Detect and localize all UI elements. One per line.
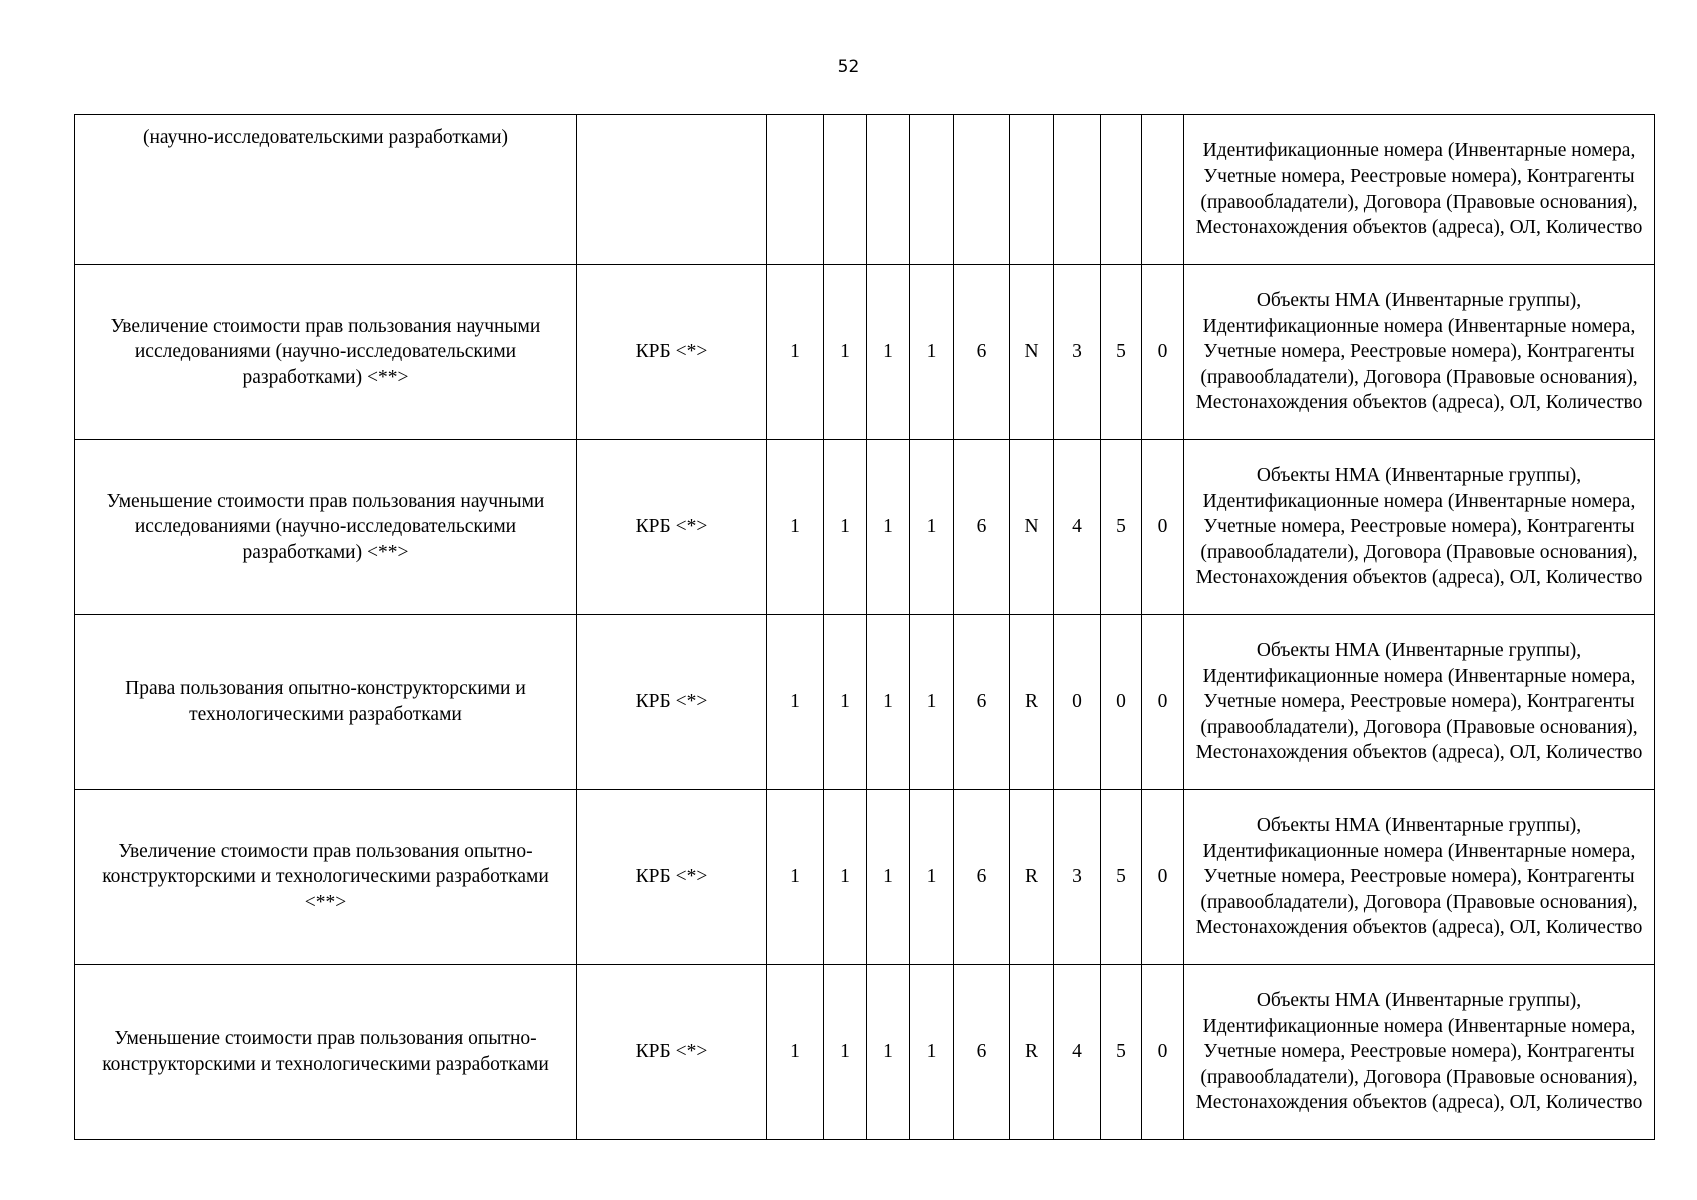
code-digit-3: 1: [867, 265, 910, 440]
account-description: Права пользования опытно-конструкторскими и технологическими разработками: [75, 615, 577, 790]
code-digit-7: [1054, 115, 1101, 265]
accounting-basis: КРБ <*>: [577, 790, 767, 965]
accounting-basis: КРБ <*>: [577, 440, 767, 615]
code-digit-3: [867, 115, 910, 265]
account-description: Увеличение стоимости прав пользования опытно-конструкторскими и технологическими разработками <**>: [75, 790, 577, 965]
code-digit-5: [954, 115, 1010, 265]
code-digit-8: 5: [1101, 965, 1142, 1140]
accounts-table: [74, 114, 1655, 1140]
table-body: [75, 115, 1655, 1140]
code-digit-6: R: [1010, 790, 1054, 965]
code-digit-6: R: [1010, 965, 1054, 1140]
code-digit-3: 1: [867, 615, 910, 790]
code-digit-2: 1: [824, 615, 867, 790]
code-digit-1: 1: [767, 265, 824, 440]
code-digit-7: 3: [1054, 265, 1101, 440]
table-row: [75, 965, 1655, 1140]
code-digit-1: 1: [767, 965, 824, 1140]
code-digit-8: 5: [1101, 265, 1142, 440]
code-digit-8: [1101, 115, 1142, 265]
analytics-attributes: Объекты НМА (Инвентарные группы), Идентификационные номера (Инвентарные номера, Учетные номера, Реестровые номера), Контрагенты (правообладатели), Договора (Правовые основания), Местонахождения объектов (адреса), ОЛ, Количество: [1184, 265, 1655, 440]
code-digit-6: N: [1010, 440, 1054, 615]
table-row: [75, 440, 1655, 615]
code-digit-6: N: [1010, 265, 1054, 440]
code-digit-5: 6: [954, 790, 1010, 965]
code-digit-5: 6: [954, 265, 1010, 440]
account-description: (научно-исследовательскими разработками): [75, 115, 577, 265]
code-digit-4: 1: [910, 615, 954, 790]
code-digit-4: 1: [910, 440, 954, 615]
code-digit-8: 0: [1101, 615, 1142, 790]
account-description: Увеличение стоимости прав пользования научными исследованиями (научно-исследовательскими разработками) <**>: [75, 265, 577, 440]
analytics-attributes: Объекты НМА (Инвентарные группы), Идентификационные номера (Инвентарные номера, Учетные номера, Реестровые номера), Контрагенты (правообладатели), Договора (Правовые основания), Местонахождения объектов (адреса), ОЛ, Количество: [1184, 440, 1655, 615]
code-digit-5: 6: [954, 440, 1010, 615]
analytics-attributes: Объекты НМА (Инвентарные группы), Идентификационные номера (Инвентарные номера, Учетные номера, Реестровые номера), Контрагенты (правообладатели), Договора (Правовые основания), Местонахождения объектов (адреса), ОЛ, Количество: [1184, 790, 1655, 965]
code-digit-2: 1: [824, 790, 867, 965]
code-digit-1: 1: [767, 790, 824, 965]
code-digit-5: 6: [954, 615, 1010, 790]
code-digit-4: [910, 115, 954, 265]
code-digit-9: 0: [1142, 615, 1184, 790]
code-digit-2: [824, 115, 867, 265]
code-digit-8: 5: [1101, 440, 1142, 615]
accounting-basis: [577, 115, 767, 265]
code-digit-9: 0: [1142, 440, 1184, 615]
code-digit-2: 1: [824, 265, 867, 440]
table-row: [75, 790, 1655, 965]
code-digit-9: [1142, 115, 1184, 265]
table-row: [75, 115, 1655, 265]
code-digit-4: 1: [910, 265, 954, 440]
code-digit-3: 1: [867, 965, 910, 1140]
account-description: Уменьшение стоимости прав пользования научными исследованиями (научно-исследовательскими разработками) <**>: [75, 440, 577, 615]
analytics-attributes: Объекты НМА (Инвентарные группы), Идентификационные номера (Инвентарные номера, Учетные номера, Реестровые номера), Контрагенты (правообладатели), Договора (Правовые основания), Местонахождения объектов (адреса), ОЛ, Количество: [1184, 615, 1655, 790]
code-digit-1: [767, 115, 824, 265]
code-digit-9: 0: [1142, 965, 1184, 1140]
code-digit-1: 1: [767, 615, 824, 790]
code-digit-7: 3: [1054, 790, 1101, 965]
code-digit-2: 1: [824, 965, 867, 1140]
analytics-attributes: Объекты НМА (Инвентарные группы), Идентификационные номера (Инвентарные номера, Учетные номера, Реестровые номера), Контрагенты (правообладатели), Договора (Правовые основания), Местонахождения объектов (адреса), ОЛ, Количество: [1184, 965, 1655, 1140]
account-description: Уменьшение стоимости прав пользования опытно-конструкторскими и технологическими разработками: [75, 965, 577, 1140]
page-number: 52: [837, 57, 860, 77]
code-digit-7: 0: [1054, 615, 1101, 790]
table-row: [75, 265, 1655, 440]
accounting-basis: КРБ <*>: [577, 965, 767, 1140]
analytics-attributes: Идентификационные номера (Инвентарные номера, Учетные номера, Реестровые номера), Контрагенты (правообладатели), Договора (Правовые основания), Местонахождения объектов (адреса), ОЛ, Количество: [1184, 115, 1655, 265]
code-digit-4: 1: [910, 965, 954, 1140]
code-digit-4: 1: [910, 790, 954, 965]
accounting-basis: КРБ <*>: [577, 615, 767, 790]
code-digit-6: [1010, 115, 1054, 265]
code-digit-7: 4: [1054, 965, 1101, 1140]
code-digit-9: 0: [1142, 265, 1184, 440]
code-digit-1: 1: [767, 440, 824, 615]
code-digit-9: 0: [1142, 790, 1184, 965]
code-digit-3: 1: [867, 440, 910, 615]
code-digit-8: 5: [1101, 790, 1142, 965]
code-digit-2: 1: [824, 440, 867, 615]
accounting-basis: КРБ <*>: [577, 265, 767, 440]
table-row: [75, 615, 1655, 790]
code-digit-6: R: [1010, 615, 1054, 790]
code-digit-3: 1: [867, 790, 910, 965]
code-digit-5: 6: [954, 965, 1010, 1140]
code-digit-7: 4: [1054, 440, 1101, 615]
